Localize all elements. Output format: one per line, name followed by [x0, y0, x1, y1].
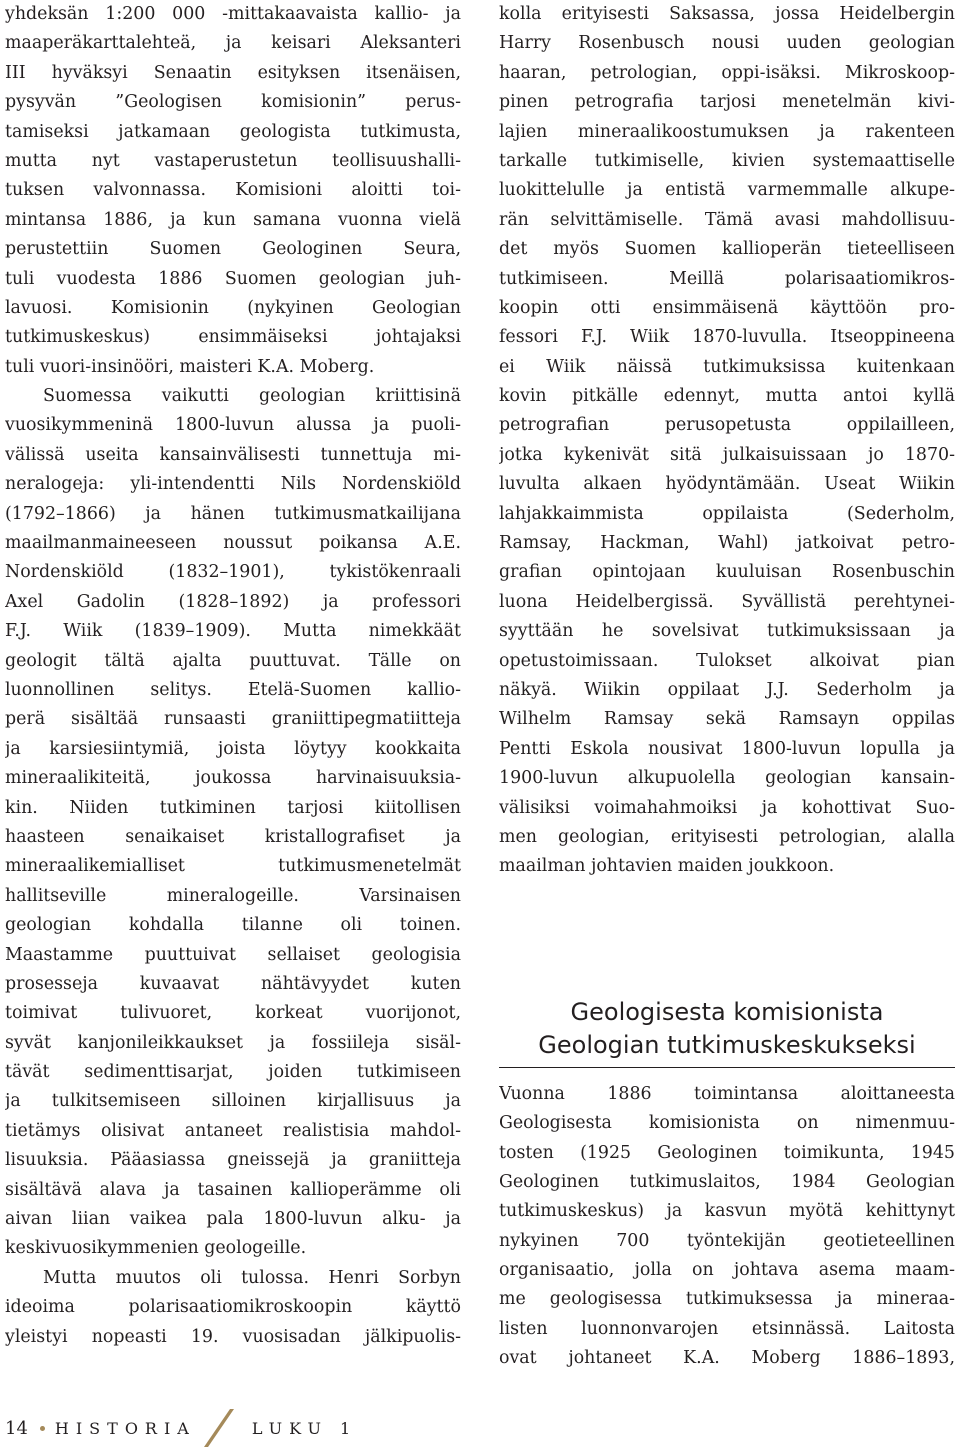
paragraph: [5, 0, 461, 382]
paragraph: [499, 0, 955, 882]
text-line: välissä useita kansainvälisesti tunnettuja mi-: [5, 444, 461, 465]
text-line: rän selvittämiselle. Tämä avasi mahdollisuu-: [499, 209, 955, 230]
text-line: tutkimiseen. Meillä polarisaatiomikros-: [499, 268, 955, 289]
text-line: mintansa 1886, ja kun samana vuonna vielä: [5, 209, 461, 230]
paragraph: [5, 1264, 461, 1352]
text-line: perä sisältää runsaasti graniittipegmatiitteja: [5, 709, 461, 730]
text-line: koopin otti ensimmäisenä käyttöön pro-: [499, 297, 955, 318]
paragraph: [5, 382, 461, 1264]
text-line: grafian opintojaan kuuluisan Rosenbuschin: [499, 562, 955, 583]
text-line: Axel Gadolin (1828–1892) ja professori: [5, 591, 461, 612]
text-line: Harry Rosenbusch nousi uuden geologian: [499, 33, 955, 54]
text-line: tävät sedimenttisarjat, joiden tutkimiseen: [5, 1062, 461, 1083]
text-line: vuosikymmeninä 1800-luvun alussa ja puoli-: [5, 415, 461, 436]
text-line: fessori F.J. Wiik 1870-luvulla. Itseoppineena: [499, 327, 955, 348]
text-line: (1792–1866) ja hänen tutkimusmatkailijana: [5, 503, 461, 524]
section-heading-line: Geologian tutkimuskeskukseksi: [538, 1030, 916, 1059]
text-line: tamiseksi jatkamaan geologista tutkimusta,: [5, 121, 461, 142]
text-line: mineraalikiteitä, joukossa harvinaisuuksia-: [5, 768, 461, 789]
text-line: listen luonnonvarojen etsinnässä. Laitosta: [499, 1318, 955, 1339]
text-line: maailmanmaineeseen noussut poikansa A.E.: [5, 533, 461, 554]
text-line: tutkimuskeskus) ensimmäiseksi johtajaksi: [5, 327, 461, 348]
text-line: me geologisessa tutkimuksessa ja mineraa-: [499, 1289, 955, 1310]
text-line: Maastamme puuttuivat sellaiset geologisia: [5, 944, 461, 965]
text-line: maailman johtavien maiden joukkoon.: [499, 856, 835, 877]
text-line: luona Heidelbergissä. Syvällistä perehtynei-: [499, 591, 955, 612]
text-line: tuksen valvonnassa. Komisioni aloitti toi-: [5, 180, 461, 201]
left-column: [5, 0, 461, 1352]
text-line: men geologian, erityisesti petrologian, alalla: [499, 826, 955, 847]
text-line: Suomessa vaikutti geologian kriittisinä: [43, 386, 461, 407]
text-line: Nordenskiöld (1832–1901), tykistökenraali: [5, 562, 461, 583]
section-heading-line: Geologisesta komisionista: [570, 997, 884, 1026]
text-line: haasteen senaikaiset kristallografiset ja: [5, 826, 461, 847]
text-line: 1900-luvun alkupuolella geologian kansain-: [499, 768, 955, 789]
text-line: perustettiin Suomen Geologinen Seura,: [5, 239, 461, 260]
text-line: yleistyi nopeasti 19. vuosisadan jälkipuolis-: [5, 1326, 461, 1347]
text-line: organisaatio, jolla on johtava asema maam-: [499, 1260, 955, 1281]
text-line: neralogeja: yli-intendentti Nils Nordenskiöld: [5, 474, 461, 495]
text-line: ovat johtaneet K.A. Moberg 1886–1893,: [499, 1348, 955, 1369]
text-line: lajien mineraalikoostumuksen ja rakenteen: [499, 121, 955, 142]
text-line: ei Wiik näissä tutkimuksissa kuitenkaan: [499, 356, 955, 377]
text-line: Mutta muutos oli tulossa. Henri Sorbyn: [43, 1267, 461, 1288]
text-line: lisuuksia. Pääasiassa gneissejä ja graniitteja: [5, 1150, 461, 1171]
text-line: F.J. Wiik (1839–1909). Mutta nimekkäät: [5, 621, 461, 642]
text-line: keskivuosikymmenien geologeille.: [5, 1238, 307, 1259]
text-line: luvulta alkaen hyödyntämään. Useat Wiikin: [499, 474, 955, 495]
text-line: ideoima polarisaatiomikroskoopin käyttö: [5, 1297, 461, 1318]
text-line: mutta nyt vastaperustetun teollisuushalli-: [5, 150, 461, 171]
right-column: [499, 0, 955, 1374]
text-line: tuli vuodesta 1886 Suomen geologian juh-: [5, 268, 461, 289]
text-line: lahjakkaimmista oppilaista (Sederholm,: [499, 503, 955, 524]
text-line: tutkimuskeskus) ja kasvun myötä kehittynyt: [499, 1201, 955, 1222]
text-line: näkyä. Wiikin oppilaat J.J. Sederholm ja: [499, 679, 955, 700]
text-line: Vuonna 1886 toimintansa aloittaneesta: [499, 1083, 955, 1104]
text-line: luonnollinen selitys. Etelä-Suomen kallio-: [5, 679, 461, 700]
text-line: prosesseja kuvaavat nähtävyydet kuten: [5, 973, 461, 994]
text-line: ja tulkitsemiseen silloinen kirjallisuus ja: [5, 1091, 461, 1112]
text-line: det myös Suomen kallioperän tieteelliseen: [499, 239, 955, 260]
text-line: Wilhelm Ramsay sekä Ramsayn oppilas: [499, 709, 955, 730]
text-line: III hyväksyi Senaatin esityksen itsenäisen,: [5, 62, 461, 83]
text-line: nykyinen 700 työntekijän geotieteellinen: [499, 1230, 955, 1251]
text-line: syvät kanjonileikkaukset ja fossiileja sisäl-: [5, 1032, 461, 1053]
text-line: kolla erityisesti Saksassa, jossa Heidelbergin: [499, 4, 955, 24]
text-line: petrografian perusopetusta oppilailleen,: [499, 415, 955, 436]
text-line: jotka kykenivät sitä julkaisuissaan jo 1870-: [499, 444, 955, 465]
text-line: lavuosi. Komisionin (nykyinen Geologian: [5, 297, 461, 318]
slash-divider-icon: [194, 1408, 244, 1448]
bullet-dot-icon: [40, 1426, 45, 1431]
text-line: aivan liian vaikea pala 1800-luvun alku- ja: [5, 1209, 461, 1230]
text-line: maaperäkarttalehteä, ja keisari Aleksanteri: [5, 33, 461, 54]
text-line: pysyvän ”Geologisen komisionin” perus-: [5, 92, 461, 113]
text-line: opetustoimissaan. Tulokset alkoivat pian: [499, 650, 955, 671]
chapter-label: LUKU 1: [251, 1418, 358, 1438]
text-line: välisiksi voimahahmoiksi ja kohottivat Suo-: [499, 797, 955, 818]
text-line: kin. Niiden tutkiminen tarjosi kiitollisen: [5, 797, 461, 818]
text-line: toimivat tulivuoret, korkeat vuorijonot,: [5, 1003, 461, 1024]
text-line: pinen petrografia tarjosi menetelmän kivi-: [499, 92, 955, 113]
spacer: [499, 882, 955, 996]
text-line: geologian kohdalla tilanne oli toinen.: [5, 915, 461, 936]
text-line: ja karsiesiintymiä, joista löytyy kookkaita: [5, 738, 461, 759]
page-footer: [5, 1408, 357, 1448]
paragraph: [499, 1080, 955, 1374]
text-line: tarkalle tutkimiselle, kivien systemaattiselle: [499, 150, 955, 171]
section-title: HISTORIA: [54, 1418, 196, 1438]
text-line: luokittelulle ja entistä varmemmalle alkupe-: [499, 180, 955, 201]
text-line: sisältävä alava ja tasainen kallioperämme oli: [5, 1179, 461, 1200]
text-line: tosten (1925 Geologinen toimikunta, 1945: [499, 1142, 955, 1163]
text-line: Geologinen tutkimuslaitos, 1984 Geologian: [499, 1171, 955, 1192]
text-line: syyttään he sovelsivat tutkimuksissaan ja: [499, 621, 955, 642]
text-line: mineraalikemialliset tutkimusmenetelmät: [5, 856, 461, 877]
text-line: tietämys olisivat antaneet realistisia mahdol-: [5, 1120, 461, 1141]
text-line: Geologisesta komisionista on nimenmuu-: [499, 1113, 955, 1134]
page-number: 14: [5, 1417, 28, 1439]
text-line: Pentti Eskola nousivat 1800-luvun lopulla ja: [499, 738, 955, 759]
text-line: Ramsay, Hackman, Wahl) jatkoivat petro-: [499, 533, 955, 554]
text-line: tuli vuori-insinööri, maisteri K.A. Moberg.: [5, 356, 375, 377]
section-heading: [499, 996, 955, 1068]
text-line: geologit tältä ajalta puuttuvat. Tälle on: [5, 650, 461, 671]
text-line: haaran, petrologian, oppi-isäksi. Mikroskoop-: [499, 62, 955, 83]
text-line: yhdeksän 1:200 000 -mittakaavaista kallio- ja: [5, 4, 461, 24]
text-line: hallitseville mineralogeille. Varsinaisen: [5, 885, 461, 906]
text-line: kovin pitkälle edennyt, mutta antoi kyllä: [499, 386, 955, 407]
